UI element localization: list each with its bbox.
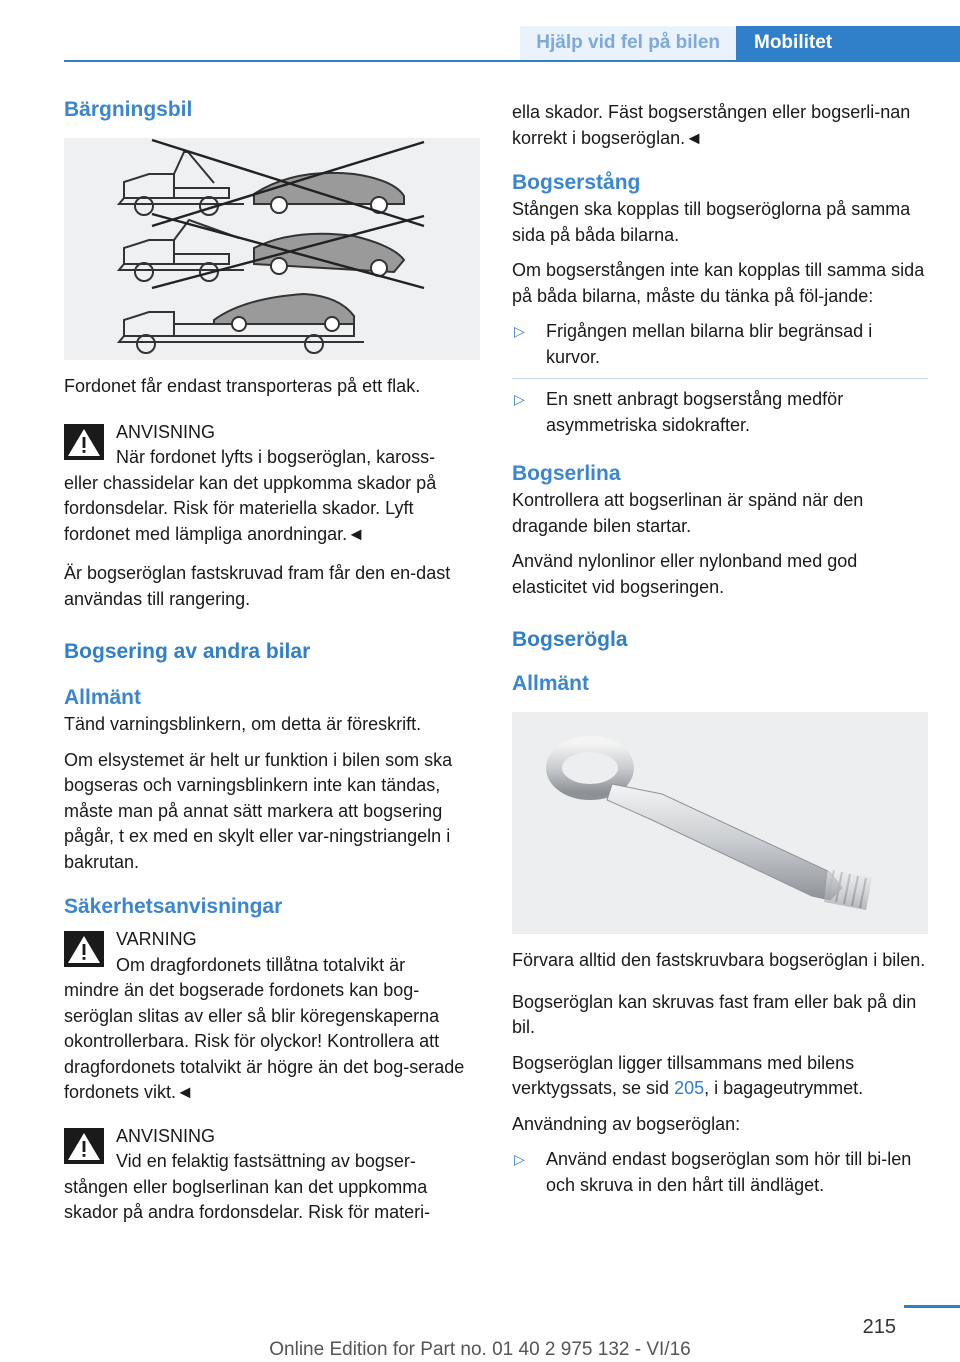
notice-label: ANVISNING [116,421,216,442]
tow-eye-illustration [512,712,928,934]
paragraph-stang-2: Om bogserstången inte kan kopplas till samma sida på båda bilarna, måste du tänka på föl-jande: [512,260,925,306]
section-title: Hjälp vid fel på bilen [520,26,736,60]
heading-bogserogla: Bogserögla [512,628,628,651]
paragraph-verktygssats [512,1051,928,1102]
bullet-triangle-icon: ▷ [514,391,525,407]
warning-icon [64,424,104,460]
warning-label: VARNING [116,929,197,949]
header-rule [64,60,960,62]
list-item-text: Använd endast bogseröglan som hör till bi-len och skruva in den hårt till ändläget. [546,1149,912,1195]
paragraph-anvandning: Användning av bogseröglan: [512,1113,741,1134]
warning-icon [64,931,104,967]
heading-sakerhet: Säkerhetsanvisningar [64,895,283,918]
notice-text-first: Vid en felaktig fastsättning av bogser- [116,1151,416,1171]
warning-box [64,927,480,1106]
notice-box [64,1124,480,1226]
warning-text-first: Om dragfordonets tillåtna totalvikt är [116,954,406,975]
paragraph-elsystem: Om elsystemet är helt ur funktion i bilen som ska bogseras och varningsblinkern inte kan tändas, måste man på annat sätt markera att bogsering pågår, t ex med en skylt eller var-ningstriangeln i bakrutan. [64,749,453,872]
paragraph-forvara: Förvara alltid den fastskruvbara bogseröglan i bilen. [512,950,926,970]
notice-text: eller chassidelar kan det uppkomma skador på fordonsdelar. Risk för materiella skador. Lyft fordonet med lämpliga anordningar.◄ [64,472,437,544]
page-number: 215 [862,1316,896,1338]
edition-footer: Online Edition for Part no. 01 40 2 975 132 - VI/16 [269,1339,691,1360]
heading-allmant: Allmänt [64,686,142,709]
notice-box [64,420,480,548]
left-column [64,96,480,1236]
page-header [0,0,960,62]
right-column [512,100,928,1206]
page-reference-link[interactable]: 205 [674,1078,705,1098]
paragraph-flak: Fordonet får endast transporteras på ett flak. [64,376,421,396]
warning-text: mindre än det bogserade fordonets kan bog-seröglan slitas av eller så blir köregenskaperna okontrollerbara. Risk för olyckor! Kontrollera att dragfordonets totalvikt är högre än det bog-serade fordonets vikt.◄ [64,980,465,1102]
list-item [512,319,928,370]
heading-bogserlina: Bogserlina [512,462,621,485]
notice-text: stången eller boglserlinan kan det uppkomma skador på andra fordonsdelar. Risk för materi- [64,1176,431,1222]
paragraph-verktygssats-a: Bogseröglan ligger tillsammans med bilens verktygssats, se sid [512,1052,855,1098]
bullet-triangle-icon: ▷ [514,323,525,339]
tow-truck-illustration [64,138,480,360]
paragraph-skruvas: Bogseröglan kan skruvas fast fram eller bak på din bil. [512,991,917,1037]
chapter-tab[interactable]: Mobilitet [736,26,960,60]
bullet-triangle-icon: ▷ [514,1151,525,1167]
footer-rule [904,1305,960,1308]
list-item [512,1147,928,1198]
paragraph-varningsblinker: Tänd varningsblinkern, om detta är föreskrift. [64,714,422,734]
paragraph-verktygssats-b: , i bagageutrymmet. [704,1078,864,1098]
heading-bargningsbil: Bärgningsbil [64,98,193,121]
paragraph-rangering: Är bogseröglan fastskruvad fram får den en-dast användas till rangering. [64,563,451,609]
heading-bogsering: Bogsering av andra bilar [64,640,311,663]
warning-icon [64,1128,104,1164]
paragraph-lina-2: Använd nylonlinor eller nylonband med god elasticitet vid bogseringen. [512,551,858,597]
paragraph-continuation: ella skador. Fäst bogserstången eller bogserli-nan korrekt i bogseröglan.◄ [512,102,911,148]
paragraph-stang-1: Stången ska kopplas till bogseröglorna på samma sida på båda bilarna. [512,199,911,245]
list-item [512,387,928,438]
heading-allmant-2: Allmänt [512,672,590,695]
heading-bogserstang: Bogserstång [512,171,641,194]
tow-eye-drawing [512,712,928,934]
paragraph-lina-1: Kontrollera att bogserlinan är spänd när den dragande bilen startar. [512,490,864,536]
list-item-text: En snett anbragt bogserstång medför asymmetriska sidokrafter. [546,389,844,435]
list-item-text: Frigången mellan bilarna blir begränsad i kurvor. [546,321,873,367]
list-divider [512,378,928,379]
tow-truck-drawing [64,138,480,360]
notice-text-first: När fordonet lyfts i bogseröglan, kaross- [116,447,436,467]
notice-label: ANVISNING [116,1125,216,1146]
